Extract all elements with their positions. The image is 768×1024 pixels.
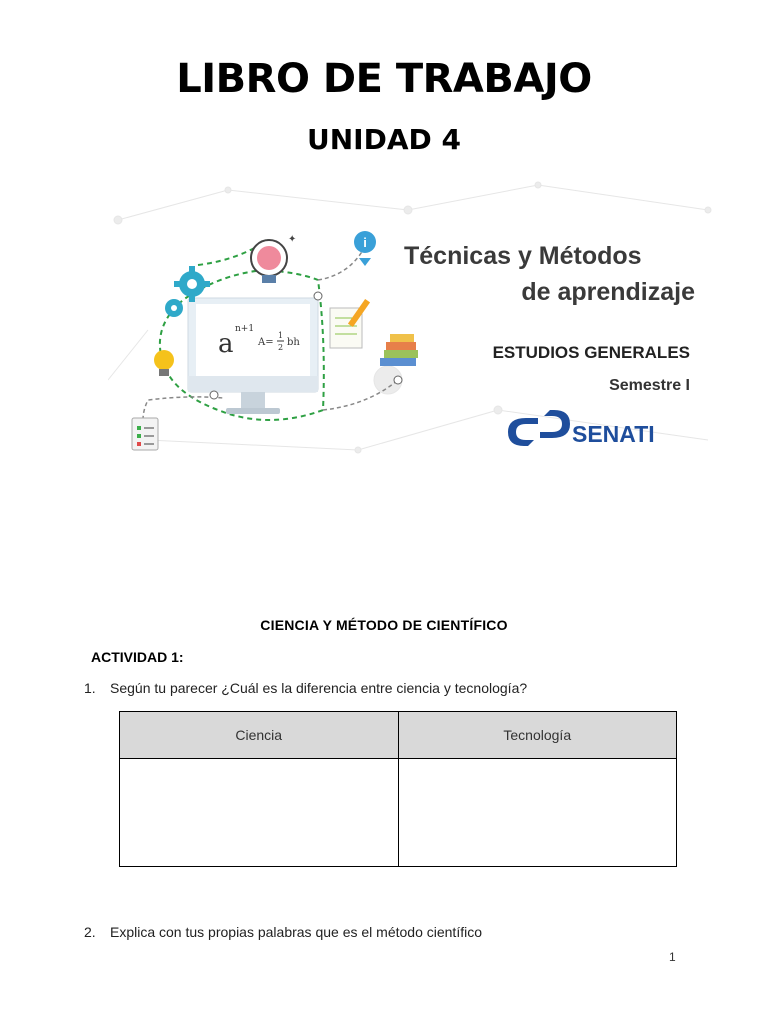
- column-header-tecnologia: Tecnología: [398, 712, 677, 759]
- sparkle-icon: ✦: [288, 234, 297, 245]
- banner-title-line1: Técnicas y Métodos: [404, 242, 642, 270]
- banner-program: ESTUDIOS GENERALES: [492, 343, 690, 362]
- table-header-row: [120, 712, 677, 759]
- banner-semester: Semestre I: [609, 377, 690, 394]
- page-number: 1: [669, 950, 676, 964]
- question-number: 2.: [84, 924, 96, 940]
- formula-half-numerator: 1: [278, 331, 284, 340]
- node-dot: [210, 391, 218, 399]
- unit-subtitle: UNIDAD 4: [307, 123, 461, 156]
- senati-brand-text: SENATI: [572, 421, 655, 447]
- question-text: Explica con tus propias palabras que es el método científico: [110, 924, 482, 940]
- document-title: LIBRO DE TRABAJO: [176, 56, 592, 102]
- question-text: Según tu parecer ¿Cuál es la diferencia entre ciencia y tecnología?: [110, 680, 528, 696]
- column-header-ciencia: Ciencia: [120, 712, 399, 759]
- answer-cell-tecnologia[interactable]: [398, 759, 677, 867]
- cover-banner: [108, 180, 713, 470]
- formula-exponent: n+1: [235, 324, 255, 334]
- comparison-table: [119, 711, 677, 867]
- node-dot: [394, 376, 402, 384]
- question-1: [84, 680, 527, 696]
- formula-half-denominator: 2: [278, 343, 284, 352]
- checklist-icon: [132, 418, 158, 450]
- formula-base: a: [218, 329, 234, 359]
- answer-cell-ciencia[interactable]: [120, 759, 399, 867]
- table-row: [120, 759, 677, 867]
- question-number: 1.: [84, 680, 96, 696]
- question-2: [84, 924, 482, 940]
- banner-title-line2: de aprendizaje: [521, 278, 695, 306]
- gear-small-icon: [165, 299, 183, 317]
- section-heading: CIENCIA Y MÉTODO DE CIENTÍFICO: [260, 617, 508, 633]
- formula-area: A=: [258, 337, 274, 348]
- svg-text:i: i: [363, 235, 367, 250]
- formula-bh: bh: [287, 337, 300, 348]
- node-dot: [314, 292, 322, 300]
- activity-label: ACTIVIDAD 1:: [91, 649, 184, 665]
